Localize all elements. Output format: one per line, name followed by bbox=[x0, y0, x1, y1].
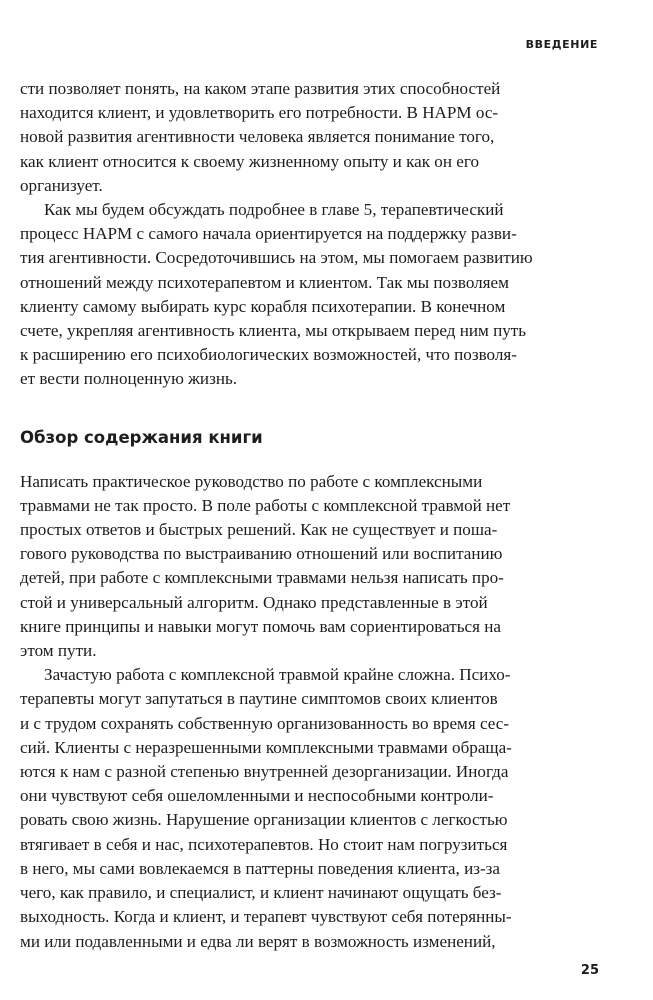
body-paragraph: Как мы будем обсуждать подробнее в главе 5, терапевтический процесс НАРМ с самого начала ориентируется на поддержку разви- тия агентивности. Сосредоточившись на этом, мы помогаем развитию отношений между психотерапевтом и клиентом. Так мы позволяем клиенту самому выбирать курс корабля психотерапии. В конечном счете, укрепляя агентивность клиента, мы открываем перед ним путь к расширению его психобиологических возможностей, что позволя- ет вести полноценную жизнь. bbox=[20, 200, 533, 389]
body-paragraph: сти позволяет понять, на каком этапе развития этих способностей находится клиент, и удовлетворить его потребности. В НАРМ ос- новой развития агентивности человека является понимание того, как клиент относится к своему жизненному опыту и как он его организует. bbox=[20, 79, 501, 195]
body-paragraph: Написать практическое руководство по работе с комплексными травмами не так просто. В поле работы с комплексной травмой нет простых ответов и быстрых решений. Как не существует и поша- гового руководства по выстраиванию отношений или воспитанию детей, при работе с комплексными травмами нельзя написать про- стой и универсальный алгоритм. Однако представленные в этой книге принципы и навыки могут помочь вам сориентироваться на этом пути. bbox=[20, 471, 511, 661]
body-paragraph: Зачастую работа с комплексной травмой крайне сложна. Психо- терапевты могут запутаться в паутине симптомов своих клиентов и с трудом сохранять собственную организованность во время сес- сий. Клиенты с неразрешенными комплексными травмами обраща- ются к нам с разной степенью внутренней дезорганизации. Иногда они чувствуют себя ошеломленными и неспособными контроли- ровать свою жизнь. Нарушение организации клиентов с легкостью втягивает в себя и нас, психотерапевтов. Но стоит нам погрузиться в него, мы сами вовлекаемся в паттерны поведения клиента, из-за чего, как правило, и специалист, и клиент начинают ощущать без- выходность. Когда и клиент, и терапевт чувствуют себя потерянны- ми или подавленными и едва ли верят в возможность изменений, bbox=[20, 665, 512, 951]
running-header: ВВЕДЕНИЕ bbox=[525, 38, 598, 51]
page-number: 25 bbox=[580, 963, 599, 978]
section-heading: Обзор содержания книги bbox=[20, 427, 263, 447]
page-body bbox=[20, 77, 592, 954]
